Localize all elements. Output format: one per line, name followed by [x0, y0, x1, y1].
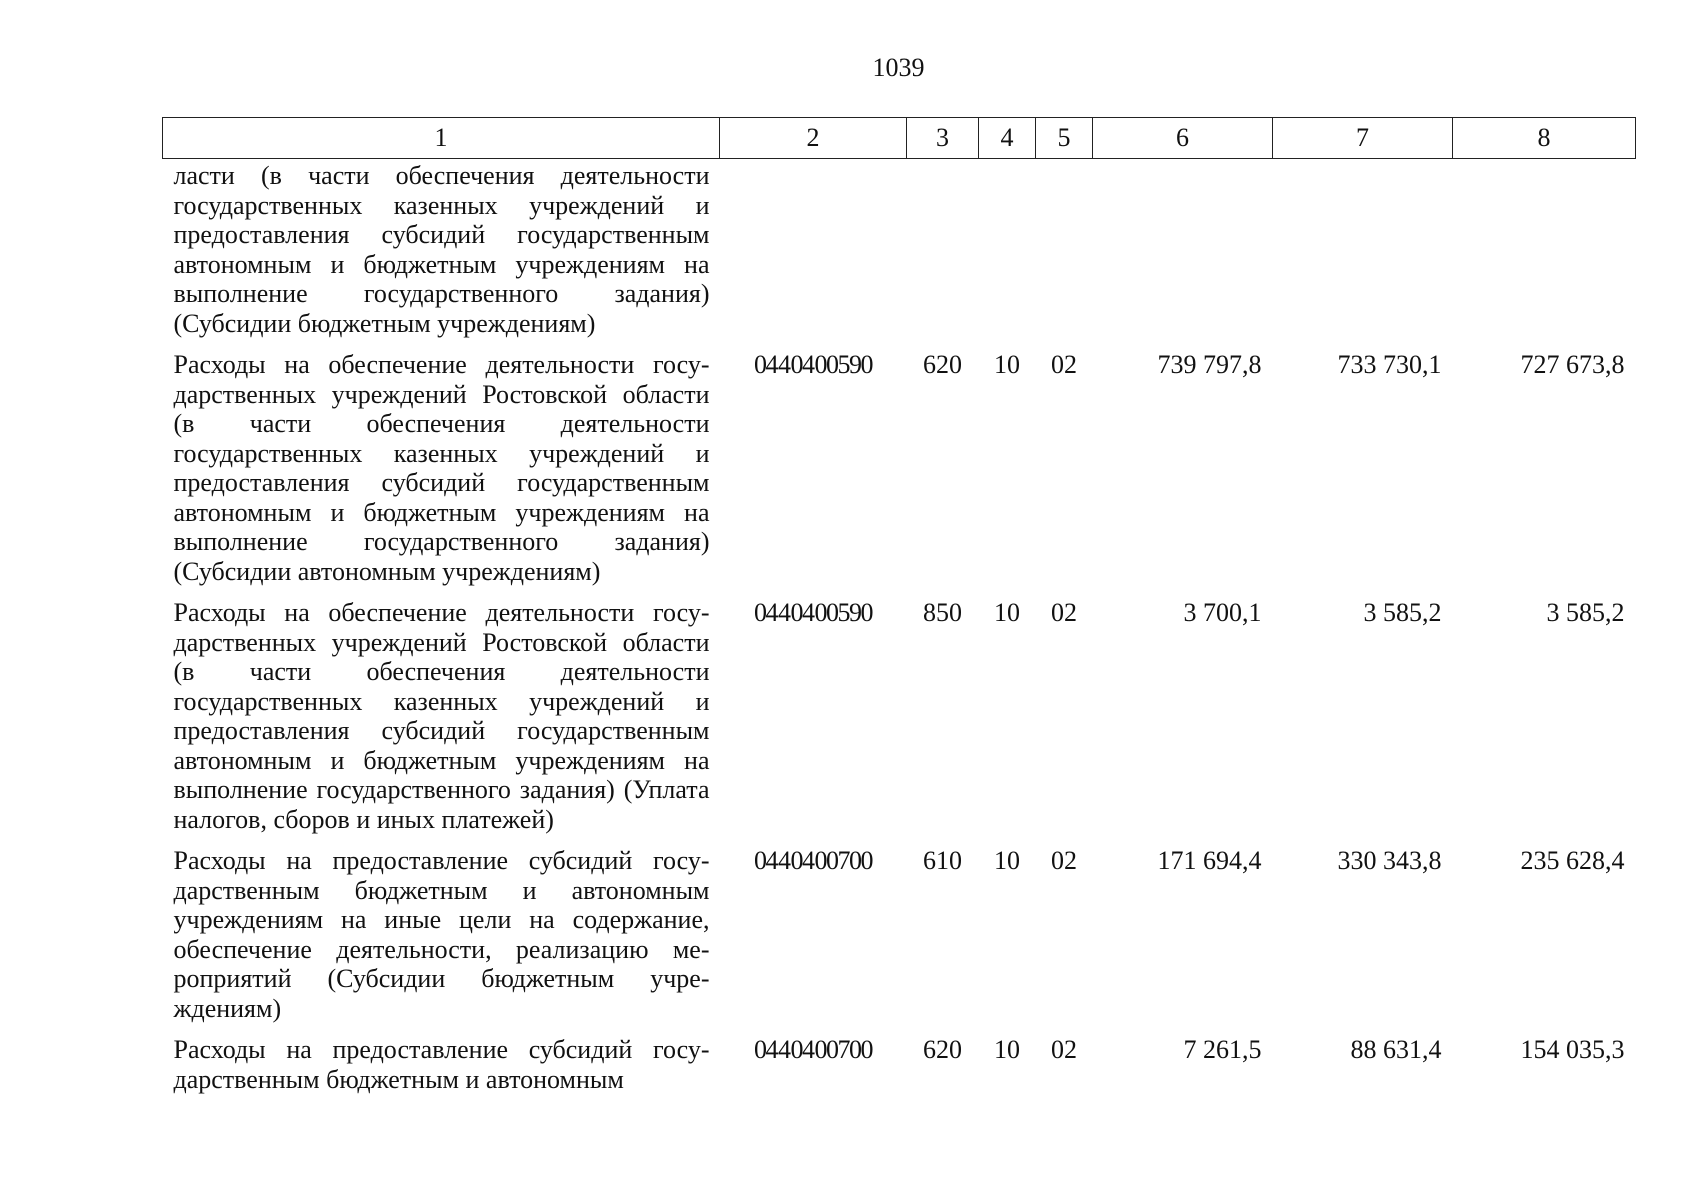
- header-col-7: 7: [1273, 118, 1453, 159]
- header-col-4: 4: [979, 118, 1036, 159]
- row-value-col6: [1093, 159, 1273, 349]
- row-description: Расходы на обеспечение деятельности государственных учреждений Ростовской области (в части обеспечения деятельности государственных казенных учреждений и предоставления субсидий государственным автономным и бюджетным учреждениям на выполнение государственного задания) (Уплата налогов, сборов и иных платежей): [173, 598, 710, 834]
- header-row: [163, 118, 1636, 159]
- row-expense-type: 620: [923, 350, 962, 379]
- row-description: Расходы на предоставление субсидий государственным бюджетным и автономным: [173, 1035, 710, 1094]
- page-number: 1039: [872, 53, 925, 82]
- row-value-col7: [1273, 159, 1453, 349]
- row-section: 10: [994, 598, 1020, 627]
- row-description: ласти (в части обеспечения деятельности государственных казенных учреждений и предоставления субсидий государственным автономным и бюджетным учреждениям на выполнение государственного задания) (Субсидии бюджетным учреждениям): [173, 161, 710, 338]
- row-value-col6: 7 261,5: [1183, 1035, 1262, 1064]
- row-expense-type: 610: [923, 846, 962, 875]
- table-row: [163, 348, 1636, 596]
- row-expense-type: 620: [923, 1035, 962, 1064]
- table-row: [163, 596, 1636, 844]
- row-subsection: 02: [1051, 1035, 1077, 1064]
- row-value-col6: 3 700,1: [1183, 598, 1262, 627]
- row-subsection: 02: [1051, 350, 1077, 379]
- table-header: [163, 118, 1636, 159]
- table-row: [163, 159, 1636, 349]
- header-col-1: 1: [163, 118, 720, 159]
- row-section: 10: [994, 846, 1020, 875]
- header-col-6: 6: [1093, 118, 1273, 159]
- row-target-code: [720, 159, 907, 349]
- header-col-2: 2: [720, 118, 907, 159]
- header-col-8: 8: [1453, 118, 1636, 159]
- row-value-col8: 154 035,3: [1520, 1035, 1625, 1064]
- row-subsection: 02: [1051, 846, 1077, 875]
- row-section: 10: [994, 1035, 1020, 1064]
- row-target-code: 04 4 04 00700: [754, 846, 872, 875]
- row-value-col6: 739 797,8: [1157, 350, 1262, 379]
- header-col-5: 5: [1036, 118, 1093, 159]
- table-row: [163, 844, 1636, 1033]
- row-value-col7: 733 730,1: [1337, 350, 1442, 379]
- row-section: [979, 159, 1036, 349]
- row-value-col7: 3 585,2: [1363, 598, 1442, 627]
- row-value-col7: 330 343,8: [1337, 846, 1442, 875]
- header-col-3: 3: [907, 118, 979, 159]
- row-subsection: 02: [1051, 598, 1077, 627]
- budget-table: [162, 117, 1636, 1104]
- row-value-col8: 727 673,8: [1520, 350, 1625, 379]
- row-value-col6: 171 694,4: [1157, 846, 1262, 875]
- row-value-col8: 3 585,2: [1546, 598, 1625, 627]
- row-value-col8: 235 628,4: [1520, 846, 1625, 875]
- row-expense-type: [907, 159, 979, 349]
- table-body: [163, 159, 1636, 1105]
- table-row: [163, 1033, 1636, 1104]
- row-description: Расходы на обеспечение деятельности государственных учреждений Ростовской области (в части обеспечения деятельности государственных казенных учреждений и предоставления субсидий государственным автономным и бюджетным учреждениям на выполнение государственного задания) (Субсидии автономным учреждениям): [173, 350, 710, 586]
- row-value-col7: 88 631,4: [1350, 1035, 1442, 1064]
- row-description: Расходы на предоставление субсидий государственным бюджетным и автономным учреждениям на иные цели на содержание, обеспечение деятельности, реализацию мероприятий (Субсидии бюджетным учреждениям): [173, 846, 710, 1023]
- row-section: 10: [994, 350, 1020, 379]
- row-target-code: 04 4 04 00590: [754, 598, 872, 627]
- row-expense-type: 850: [923, 598, 962, 627]
- row-value-col8: [1453, 159, 1636, 349]
- row-subsection: [1036, 159, 1093, 349]
- row-target-code: 04 4 04 00700: [754, 1035, 872, 1064]
- row-target-code: 04 4 04 00590: [754, 350, 872, 379]
